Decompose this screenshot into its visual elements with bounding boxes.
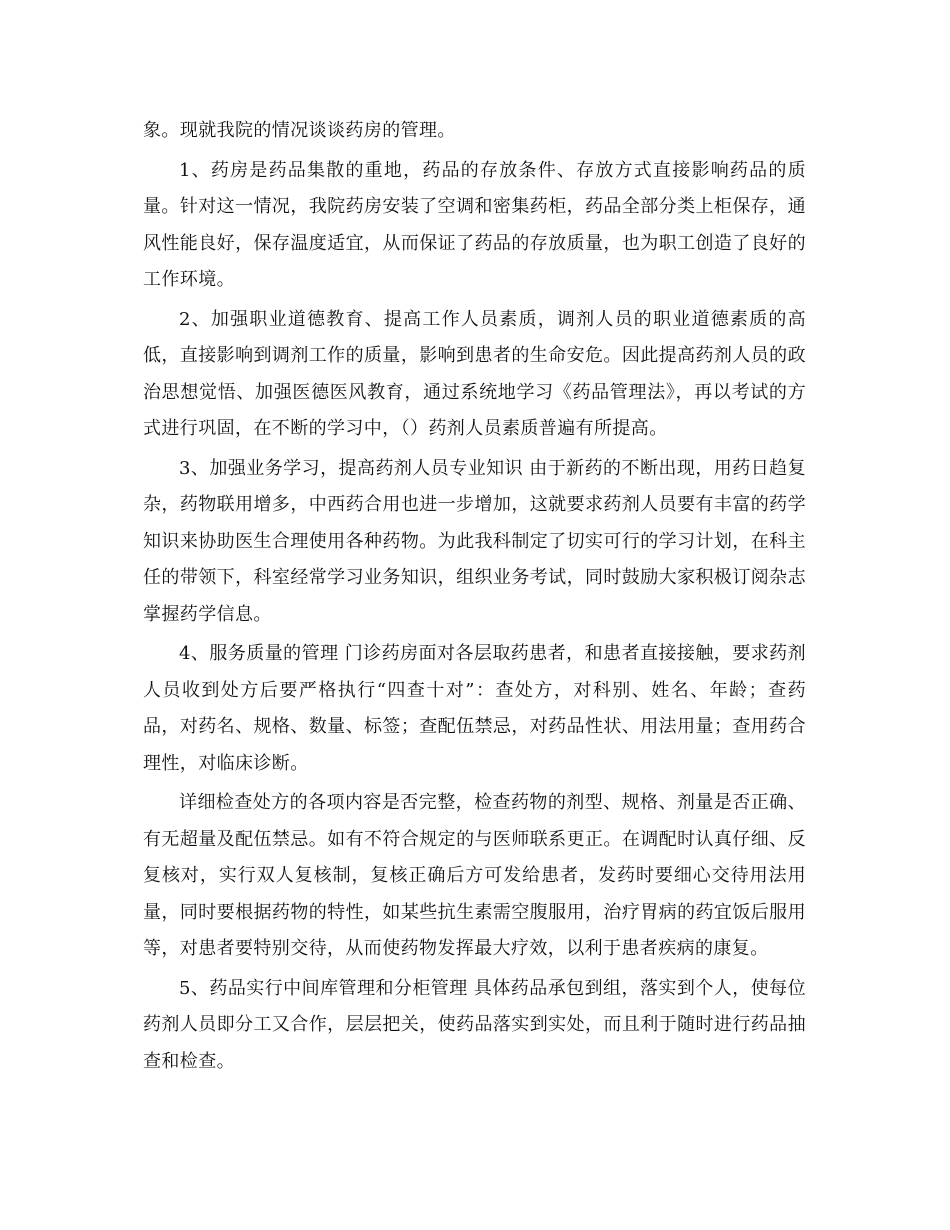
paragraph-inventory: 5、药品实行中间库管理和分柜管理 具体药品承包到组，落实到个人，使每位药剂人员即分工又合作，层层把关，使药品落实到实处，而且利于随时进行药品抽查和检查。 bbox=[143, 977, 806, 1072]
paragraph-ethics: 2、加强职业道德教育、提高工作人员素质，调剂人员的职业道德素质的高低，直接影响到调剂工作的质量，影响到患者的生命安危。因此提高药剂人员的政治思想觉悟、加强医德医风教育，通过系统地学习《药品管理法》，再以考试的方式进行巩固，在不断的学习中，（）药剂人员素质普遍有所提高。 bbox=[143, 308, 806, 439]
paragraph-continuation: 象。现就我院的情况谈谈药房的管理。 bbox=[143, 120, 456, 141]
paragraph-storage: 1、药房是药品集散的重地，药品的存放条件、存放方式直接影响药品的质量。针对这一情况，我院药房安装了空调和密集药柜，药品全部分类上柜保存，通风性能良好，保存温度适宜，从而保证了药品的存放质量，也为职工创造了良好的工作环境。 bbox=[143, 159, 806, 290]
paragraph-checking: 详细检查处方的各项内容是否完整，检查药物的剂型、规格、剂量是否正确、有无超量及配伍禁忌。如有不符合规定的与医师联系更正。在调配时认真仔细、反复核对，实行双人复核制，复核正确后方可发给患者，发药时要细心交待用法用量，同时要根据药物的特性，如某些抗生素需空腹服用，治疗胃病的药宜饭后服用等，对患者要特别交待，从而使药物发挥最大疗效，以利于患者疾病的康复。 bbox=[143, 792, 806, 959]
document-body bbox=[143, 113, 806, 1083]
paragraph-service: 4、服务质量的管理 门诊药房面对各层取药患者，和患者直接接触，要求药剂人员收到处方后要严格执行“四查十对”：查处方，对科别、姓名、年龄；查药品，对药名、规格、数量、标签；查配伍禁忌，对药品性状、用法用量；查用药合理性，对临床诊断。 bbox=[143, 643, 806, 774]
paragraph-study: 3、加强业务学习，提高药剂人员专业知识 由于新药的不断出现，用药日趋复杂，药物联用增多，中西药合用也进一步增加，这就要求药剂人员要有丰富的药学知识来协助医生合理使用各种药物。为此我科制定了切实可行的学习计划，在科主任的带领下，科室经常学习业务知识，组织业务考试，同时鼓励大家积极订阅杂志掌握药学信息。 bbox=[143, 457, 806, 625]
